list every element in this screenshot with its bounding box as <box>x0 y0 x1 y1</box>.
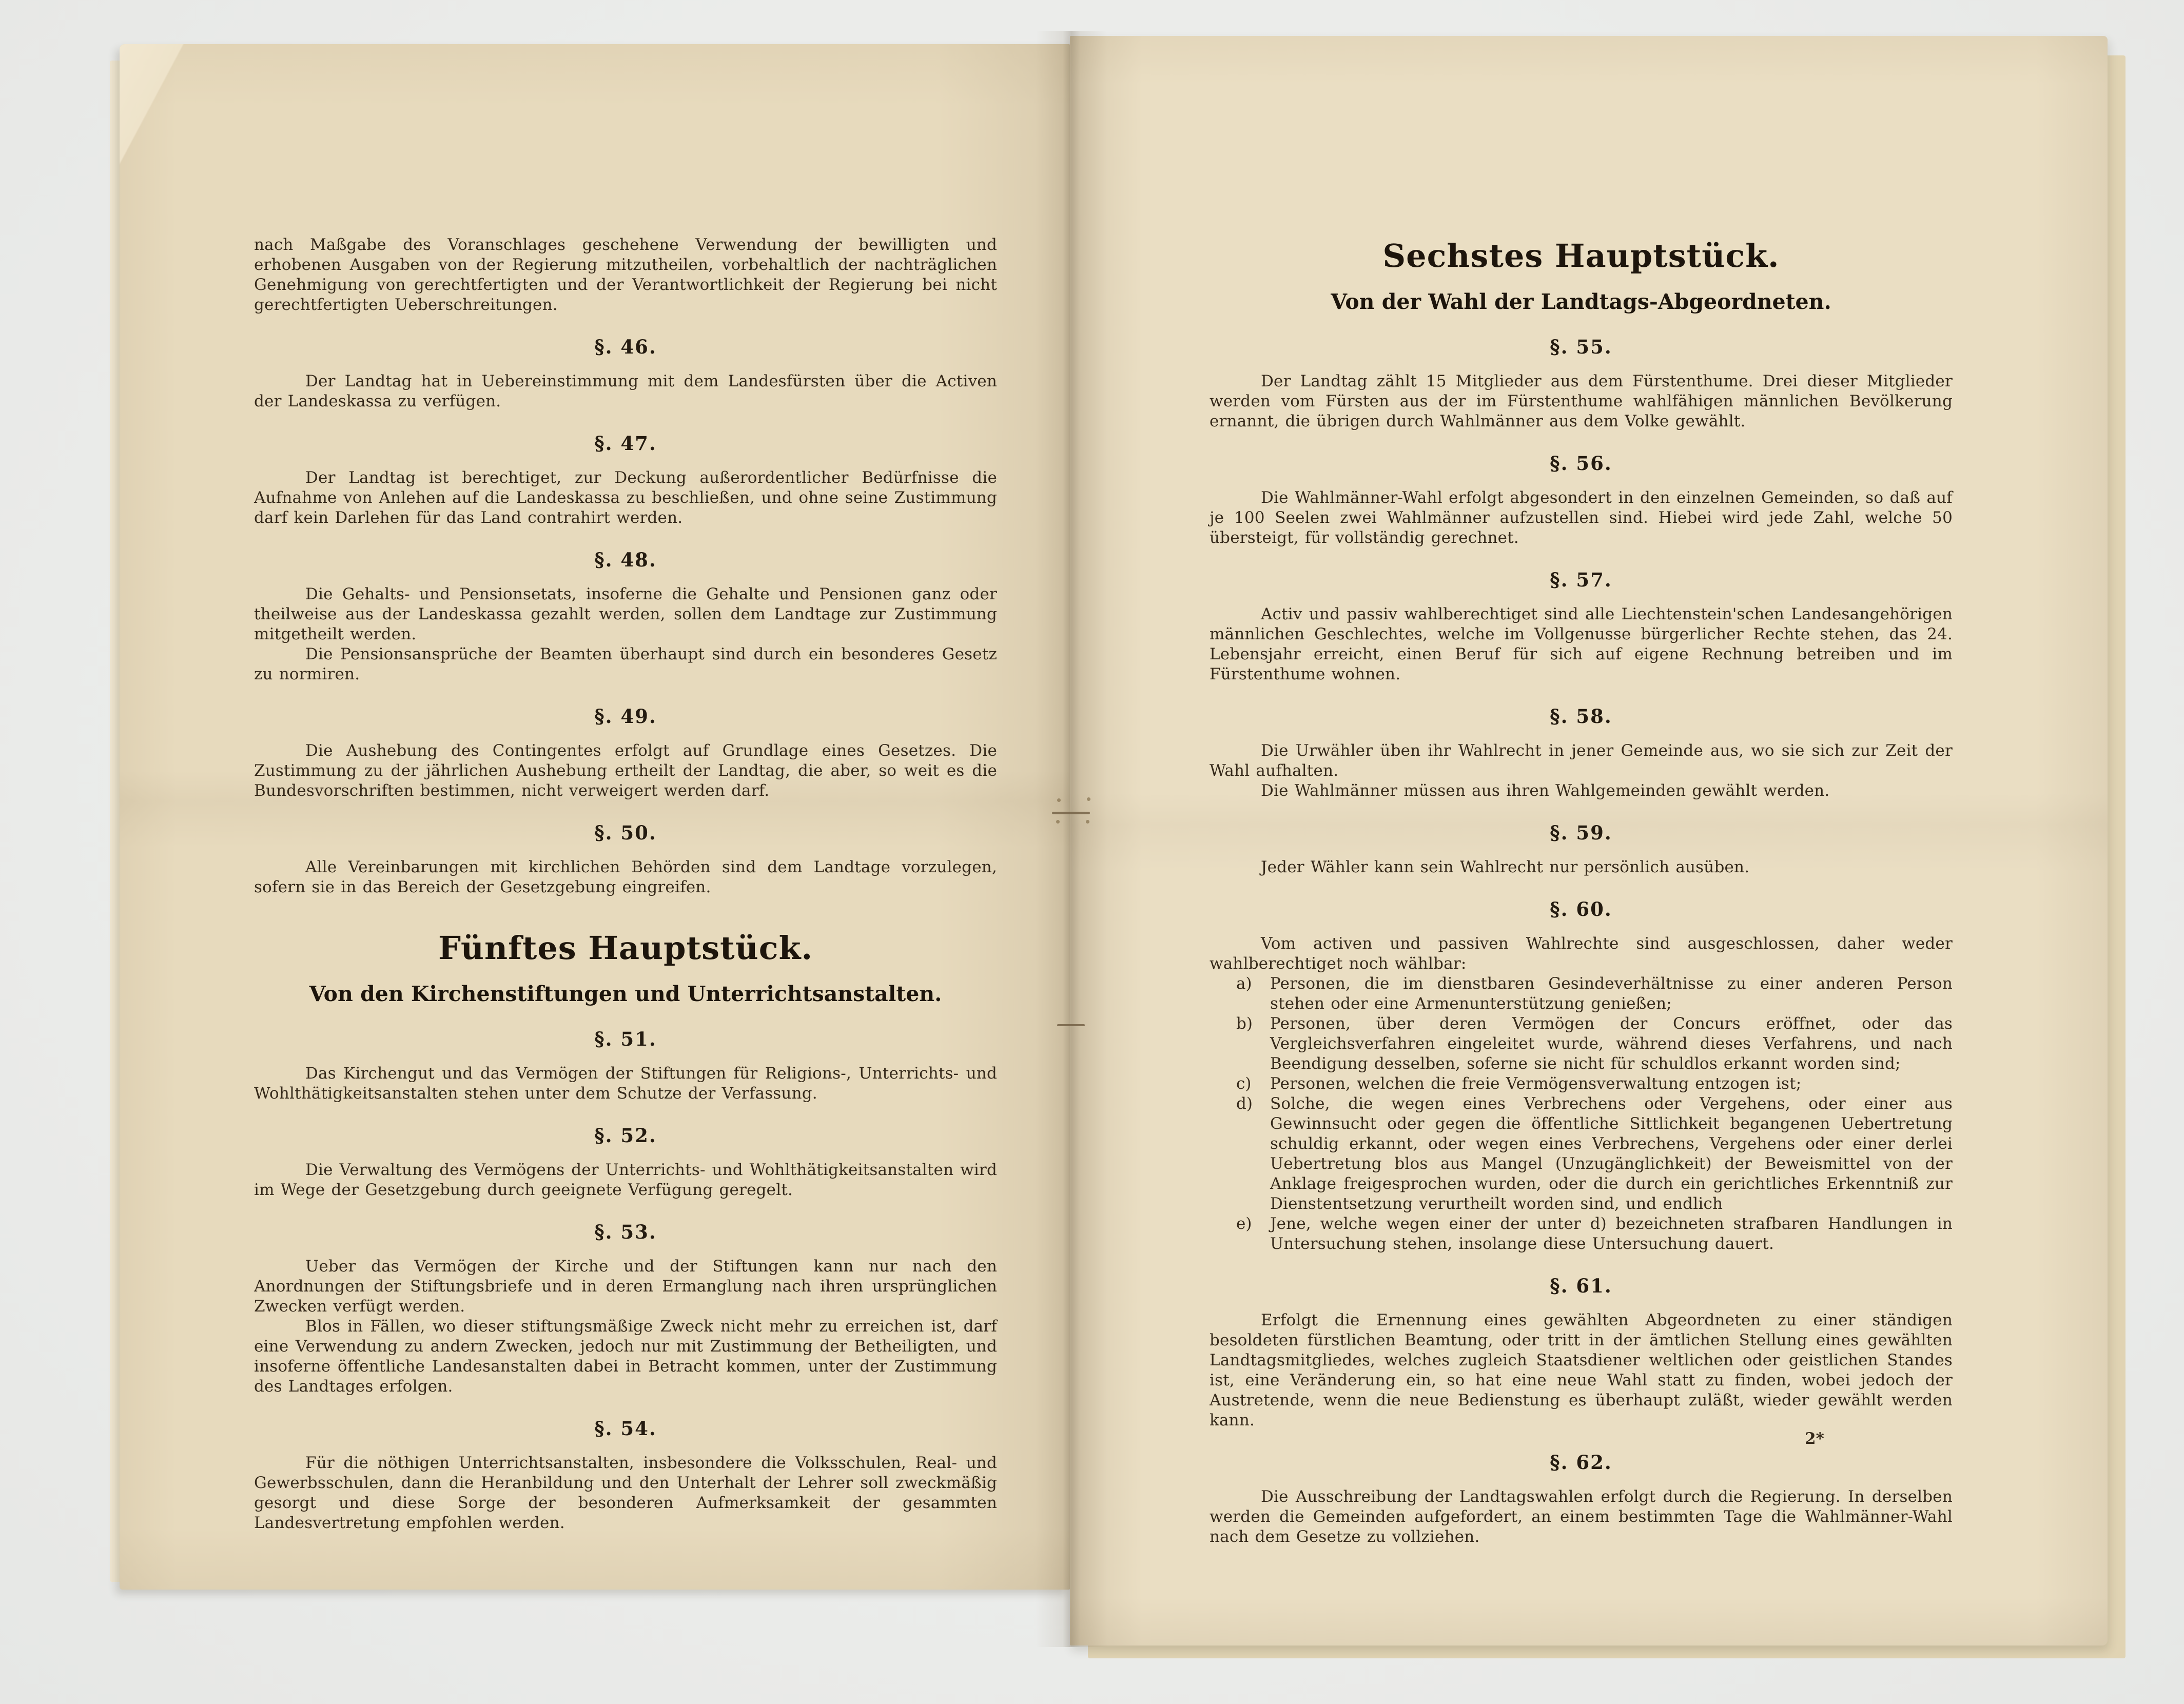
right-page-text-column <box>1210 205 1953 1547</box>
section-paragraph: Erfolgt die Ernennung eines gewählten Abgeordneten zu einer ständigen besoldeten fürstlichen Beamtung, oder tritt in der ämtlichen Stellung eines gewählten Landtagsmitgliedes, welches zugleich Staatsdiener weltlichen oder geistlichen Standes ist, eine Veränderung ein, so hat eine neue Wahl statt zu finden, wobei jedoch der Austretende, wenn die neue Bedienstung es überhaupt zuläßt, wieder gewählt werden kann. <box>1210 1311 1953 1429</box>
list-item-e <box>1210 1214 1953 1254</box>
section-paragraph: Die Verwaltung des Vermögens der Unterrichts- und Wohlthätigkeitsanstalten wird im Wege der Gesetzgebung durch geeignete Verfügung geregelt. <box>254 1161 997 1199</box>
section-number: §. 49. <box>594 705 657 728</box>
left-page-text-column <box>254 235 997 1533</box>
section-62 <box>1210 1452 1953 1547</box>
list-item-d <box>1210 1094 1953 1214</box>
list-item-a <box>1210 974 1953 1014</box>
list-item-text: Jene, welche wegen einer der unter d) bezeichneten strafbaren Handlungen in Untersuchung stehen, insolange diese Untersuchung dauert. <box>1270 1215 1953 1253</box>
section-number: §. 47. <box>594 432 657 455</box>
section-paragraph: Für die nöthigen Unterrichtsanstalten, insbesondere die Volksschulen, Real- und Gewerbsschulen, dann die Heranbildung und den Unterhalt der Lehrer soll zweckmäßig gesorgt und diese Sorge der besonderen Aufmerksamkeit der gesammten Landesvertretung empfohlen werden. <box>254 1454 997 1532</box>
section-53 <box>254 1222 997 1397</box>
chapter-heading-five <box>254 930 997 1006</box>
section-number: §. 62. <box>1550 1451 1612 1474</box>
section-number: §. 53. <box>594 1221 657 1243</box>
list-item-b <box>1210 1014 1953 1074</box>
section-54 <box>254 1418 997 1533</box>
section-number: §. 60. <box>1550 898 1612 920</box>
section-60 <box>1210 899 1953 1254</box>
section-51 <box>254 1029 997 1104</box>
binding-stitch-thread <box>1052 812 1090 814</box>
list-item-label: d) <box>1236 1094 1253 1113</box>
section-paragraph: Jeder Wähler kann sein Wahlrecht nur persönlich ausüben. <box>1261 858 1750 876</box>
section-paragraph: Die Pensionsansprüche der Beamten überhaupt sind durch ein besonderes Gesetz zu normiren. <box>254 645 997 683</box>
chapter-subtitle: Von der Wahl der Landtags-Abgeordneten. <box>1331 289 1831 314</box>
binding-stitch-hole <box>1057 798 1061 802</box>
list-item-label: e) <box>1236 1215 1252 1233</box>
section-49 <box>254 706 997 801</box>
list-item-text: Personen, die im dienstbaren Gesindeverhältnisse zu einer anderen Person stehen oder eine Armenunterstützung genießen; <box>1270 974 1953 1013</box>
page-left <box>120 44 1070 1590</box>
list-item-c <box>1210 1074 1953 1094</box>
section-paragraph: Die Ausschreibung der Landtagswahlen erfolgt durch die Regierung. In derselben werden die Gemeinden aufgefordert, an einem bestimmten Tage die Wahlmänner-Wahl nach dem Gesetze zu vollziehen. <box>1210 1487 1953 1546</box>
list-item-label: a) <box>1236 974 1252 993</box>
section-number: §. 48. <box>594 549 657 571</box>
section-number: §. 58. <box>1550 705 1612 728</box>
binding-stitch-thread <box>1057 1024 1085 1026</box>
section-number: §. 61. <box>1550 1275 1612 1297</box>
section-paragraph: Die Aushebung des Contingentes erfolgt auf Grundlage eines Gesetzes. Die Zustimmung zu der jährlichen Aushebung ertheilt der Landtag, die aber, so weit es die Bundesvorschriften bestimmen, nicht verweigert werden darf. <box>254 741 997 800</box>
section-55 <box>1210 337 1953 432</box>
chapter-heading-six <box>1210 238 1953 314</box>
section-paragraph: Der Landtag ist berechtiget, zur Deckung außerordentlicher Bedürfnisse die Aufnahme von Anlehen auf die Landeskassa zu beschließen, und ohne seine Zustimmung darf kein Darlehen für das Land contrahirt werden. <box>254 468 997 527</box>
section-47 <box>254 433 997 528</box>
signature-mark: 2* <box>1805 1429 1824 1448</box>
section-52 <box>254 1125 997 1200</box>
section-number: §. 46. <box>594 336 657 358</box>
section-paragraph: Die Gehalts- und Pensionsetats, insoferne die Gehalte und Pensionen ganz oder theilweise aus der Landeskassa gezahlt werden, sollen dem Landtage zur Zustimmung mitgetheilt werden. <box>254 585 997 643</box>
section-number: §. 55. <box>1550 336 1612 358</box>
binding-stitch-hole <box>1087 797 1090 801</box>
page-corner-dogear <box>120 44 217 172</box>
section-50 <box>254 822 997 897</box>
chapter-title: Fünftes Hauptstück. <box>438 929 813 967</box>
section-paragraph: Die Wahlmänner müssen aus ihren Wahlgemeinden gewählt werden. <box>1261 781 1830 800</box>
list-item-text: Personen, über deren Vermögen der Concurs eröffnet, oder das Vergleichsverfahren eingeleitet wurde, während dieses Verfahrens, und nach Beendigung desselben, soferne sie nicht für schuldlos erkannt worden sind; <box>1270 1014 1953 1073</box>
section-48 <box>254 550 997 684</box>
section-number: §. 59. <box>1550 821 1612 844</box>
section-number: §. 51. <box>594 1028 657 1050</box>
section-number: §. 54. <box>594 1417 657 1440</box>
binding-stitch-hole <box>1056 820 1060 824</box>
list-item-text: Solche, die wegen eines Verbrechens oder Vergehens, oder einer aus Gewinnsucht oder gegen die öffentliche Sittlichkeit begangenen Uebertretung schuldig erkannt, oder wegen eines Verbrechens, Vergehens oder einer derlei Uebertretung blos aus Mangel (Unzugänglichkeit) der Beweismittel von der Anklage freigesprochen wurden, oder die durch ein gerichtliches Erkenntniß zur Dienstentsetzung verurtheilt worden sind, und endlich <box>1270 1094 1953 1213</box>
chapter-title: Sechstes Hauptstück. <box>1382 237 1780 275</box>
section-number: §. 50. <box>594 821 657 844</box>
section-56 <box>1210 453 1953 548</box>
section-paragraph: Blos in Fällen, wo dieser stiftungsmäßige Zweck nicht mehr zu erreichen ist, darf eine Verwendung zu andern Zwecken, jedoch nur mit Zustimmung der Betheiligten, und insoferne öffentliche Landesanstalten dabei in Betracht kommen, unter der Zustimmung des Landtages erfolgen. <box>254 1317 997 1396</box>
continuation-paragraph: nach Maßgabe des Voranschlages geschehene Verwendung der bewilligten und erhobenen Ausgaben von der Regierung mitzutheilen, vorbehaltlich der nachträglichen Genehmigung von gerechtfertigten und der Verantwortlichkeit der Regierung bei nicht gerechtfertigten Ueberschreitungen. <box>254 236 997 314</box>
section-paragraph: Die Wahlmänner-Wahl erfolgt abgesondert in den einzelnen Gemeinden, so daß auf je 100 Seelen zwei Wahlmänner aufzustellen sind. Hiebei wird jede Zahl, welche 50 übersteigt, für vollständig gerechnet. <box>1210 488 1953 547</box>
section-paragraph: Der Landtag hat in Uebereinstimmung mit dem Landesfürsten über die Activen der Landeskassa zu verfügen. <box>254 372 997 410</box>
chapter-subtitle: Von den Kirchenstiftungen und Unterrichtsanstalten. <box>309 982 942 1006</box>
section-number: §. 52. <box>594 1124 657 1147</box>
section-58 <box>1210 706 1953 801</box>
section-paragraph: Vom activen und passiven Wahlrechte sind ausgeschlossen, daher weder wahlberechtiget noch wählbar: <box>1210 934 1953 973</box>
list-item-label: b) <box>1236 1014 1253 1033</box>
list-item-label: c) <box>1236 1074 1252 1093</box>
section-46 <box>254 337 997 412</box>
page-right <box>1070 36 2108 1646</box>
section-57 <box>1210 570 1953 684</box>
section-paragraph: Das Kirchengut und das Vermögen der Stiftungen für Religions-, Unterrichts- und Wohlthätigkeitsanstalten stehen unter dem Schutze der Verfassung. <box>254 1064 997 1103</box>
section-61 <box>1210 1276 1953 1431</box>
section-paragraph: Alle Vereinbarungen mit kirchlichen Behörden sind dem Landtage vorzulegen, sofern sie in das Bereich der Gesetzgebung eingreifen. <box>254 858 997 896</box>
list-item-text: Personen, welchen die freie Vermögensverwaltung entzogen ist; <box>1270 1074 1802 1093</box>
section-paragraph: Der Landtag zählt 15 Mitglieder aus dem Fürstenthume. Drei dieser Mitglieder werden vom Fürsten aus der im Fürstenthume wahlfähigen männlichen Bevölkerung ernannt, die übrigen durch Wahlmänner aus dem Volke gewählt. <box>1210 372 1953 430</box>
section-paragraph: Activ und passiv wahlberechtiget sind alle Liechtenstein'schen Landesangehörigen männlichen Geschlechtes, welche im Vollgenusse bürgerlicher Rechte stehen, das 24. Lebensjahr erreicht, einen Beruf für sich auf eigene Rechnung betreiben und im Fürstenthume wohnen. <box>1210 605 1953 683</box>
section-number: §. 57. <box>1550 569 1612 591</box>
section-59 <box>1210 822 1953 877</box>
section-paragraph: Die Urwähler üben ihr Wahlrecht in jener Gemeinde aus, wo sie sich zur Zeit der Wahl aufhalten. <box>1210 741 1953 780</box>
section-number: §. 56. <box>1550 452 1612 475</box>
binding-stitch-hole <box>1086 820 1089 824</box>
section-paragraph: Ueber das Vermögen der Kirche und der Stiftungen kann nur nach den Anordnungen der Stiftungsbriefe und in deren Ermanglung nach ihren ursprünglichen Zwecken verfügt werden. <box>254 1257 997 1316</box>
